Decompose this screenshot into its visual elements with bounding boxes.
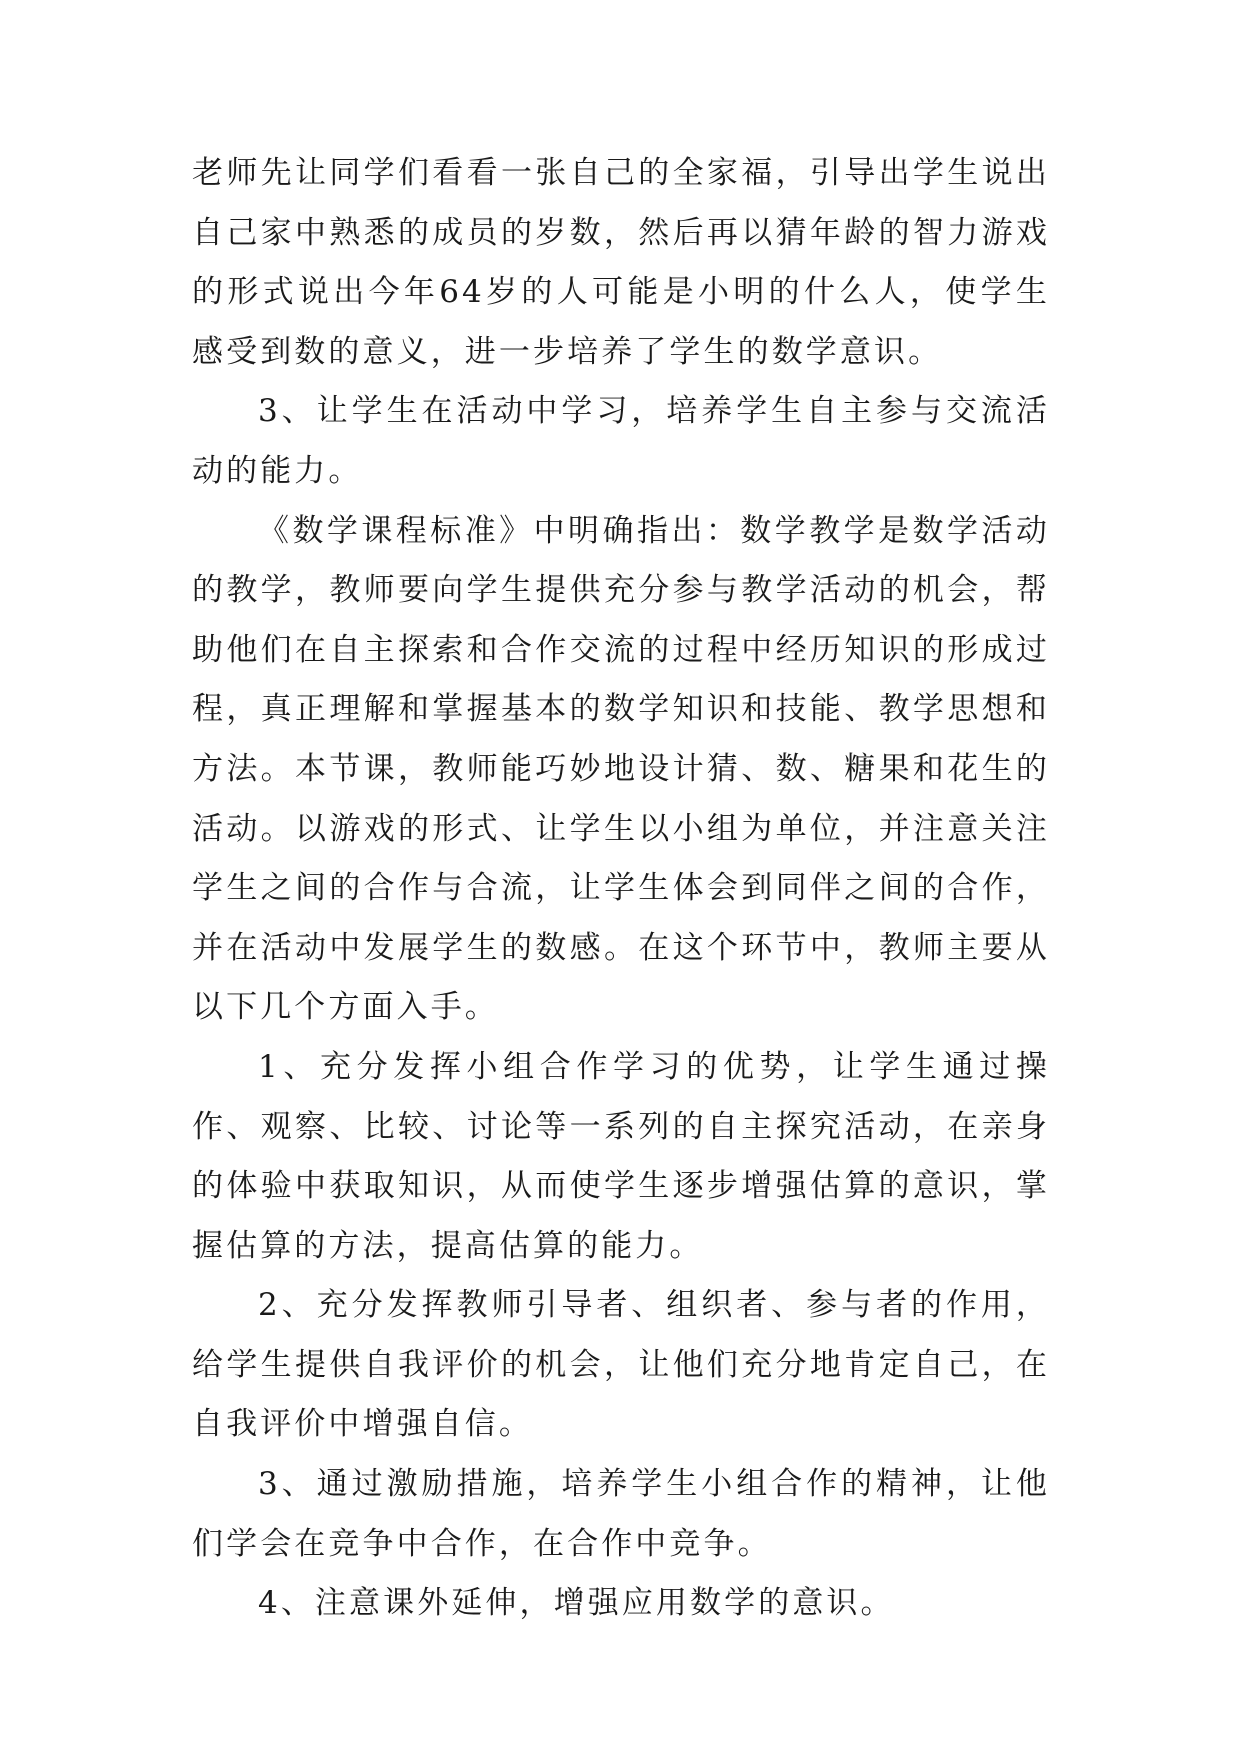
document-body — [192, 144, 1050, 1634]
paragraph-item-1: 1、充分发挥小组合作学习的优势，让学生通过操作、观察、比较、讨论等一系列的自主探究活动，在亲身的体验中获取知识，从而使学生逐步增强估算的意识，掌握估算的方法，提高估算的能力。 — [192, 1048, 1050, 1264]
paragraph-curriculum-standard: 《数学课程标准》中明确指出：数学教学是数学活动的教学，教师要向学生提供充分参与教学活动的机会，帮助他们在自主探索和合作交流的过程中经历知识的形成过程，真正理解和掌握基本的数学知识和技能、教学思想和方法。本节课，教师能巧妙地设计猜、数、糖果和花生的活动。以游戏的形式、让学生以小组为单位，并注意关注学生之间的合作与合流，让学生体会到同伴之间的合作，并在活动中发展学生的数感。在这个环节中，教师主要从以下几个方面入手。 — [192, 512, 1050, 1026]
paragraph-item-3: 3、通过激励措施，培养学生小组合作的精神，让他们学会在竞争中合作，在合作中竞争。 — [192, 1466, 1050, 1562]
paragraph-item-2: 2、充分发挥教师引导者、组织者、参与者的作用，给学生提供自我评价的机会，让他们充分地肯定自己，在自我评价中增强自信。 — [192, 1287, 1050, 1443]
paragraph-intro: 老师先让同学们看看一张自己的全家福，引导出学生说出自己家中熟悉的成员的岁数，然后再以猜年龄的智力游戏的形式说出今年64岁的人可能是小明的什么人，使学生感受到数的意义，进一步培养了学生的数学意识。 — [192, 155, 1050, 370]
paragraph-point-3-activity: 3、让学生在活动中学习，培养学生自主参与交流活动的能力。 — [192, 393, 1050, 489]
paragraph-item-4: 4、注意课外延伸，增强应用数学的意识。 — [258, 1585, 895, 1622]
